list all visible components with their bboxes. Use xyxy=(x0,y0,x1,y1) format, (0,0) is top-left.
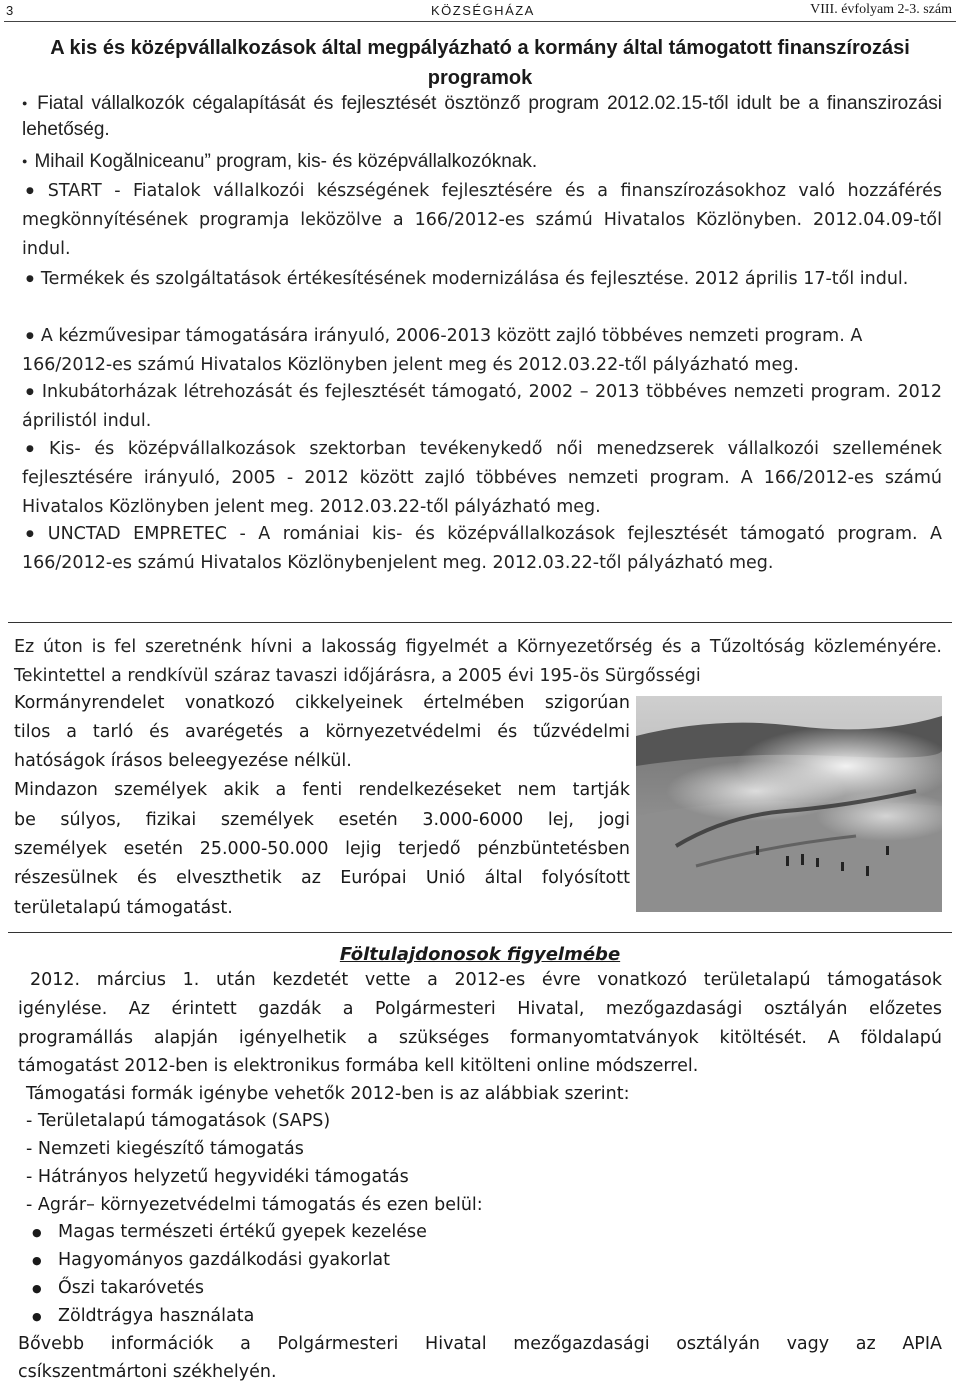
text-line: Bővebb információk a Polgármesteri Hivatal mezőgazdasági osztályán vagy az APIA xyxy=(18,1334,942,1354)
bullet-marker xyxy=(26,181,48,201)
text-line: részesülnek és elveszthetik az Európai Unió által folyósított xyxy=(14,868,630,888)
text-line: Kormányrendelet vonatkozó cikkelyeinek értelmében szigorúan xyxy=(14,693,630,713)
text-line: 2012. március 1. után kezdetét vette a 2012-es évre vonatkozó területalapú támogatások xyxy=(30,970,942,990)
text-line: be súlyos, fizikai személyek esetén 3.000-6000 lej, jogi xyxy=(14,810,630,830)
bullet-marker xyxy=(26,269,41,289)
bullet-marker xyxy=(22,151,34,172)
field-fire-photo xyxy=(636,696,942,912)
issue-label: VIII. évfolyam 2-3. szám xyxy=(810,2,952,17)
text-line: programállás alapján igényelhetik a szükséges formanyomtatványok kitöltését. A földalapú xyxy=(18,1028,942,1048)
forms-intro: Támogatási formák igénybe vehetők 2012-ben is az alábbiak szerint: xyxy=(26,1084,630,1104)
section-divider xyxy=(8,932,952,933)
bullet-marker xyxy=(26,524,48,544)
list-item: ● Hagyományos gazdálkodási gyakorlat xyxy=(58,1250,390,1270)
text-line: területalapú támogatást. xyxy=(14,898,233,918)
bullet-marker xyxy=(26,326,41,346)
header-divider xyxy=(4,21,956,22)
text-line: tilos a tarló és avarégetés a környezetvédelmi és tűzvédelmi xyxy=(14,722,630,742)
list-item: - Területalapú támogatások (SAPS) xyxy=(26,1111,331,1131)
bullet-item: ● Inkubátorházak létrehozását és fejlesztését támogató, 2002 – 2013 többéves nemzeti program. 2012 áprilistól indul. xyxy=(22,378,942,436)
bullet-item: ● UNCTAD EMPRETEC - A romániai kis- és középvállalkozások fejlesztését támogató program. A 166/2012-es számú Hivatalos Közlönybenjelent meg. 2012.03.22-től pályázható meg. xyxy=(22,520,942,578)
text-line: csíkszentmártoni székhelyén. xyxy=(18,1362,277,1382)
page-number: 3 xyxy=(6,3,14,18)
bullet-marker xyxy=(26,439,49,459)
list-item: ● Őszi takaróvetés xyxy=(58,1278,204,1298)
bullet-item: ● Termékek és szolgáltatások értékesítésének modernizálása és fejlesztése. 2012 április 17-től indul. xyxy=(22,265,942,294)
publication-name: KÖZSÉGHÁZA xyxy=(431,3,535,18)
section-title: Föltulajdonosok figyelmébe xyxy=(339,944,621,965)
bullet-item: ● Kis- és középvállalkozások szektorban tevékenykedő női menedzserek vállalkozói szellemének fejlesztésére irányuló, 2005 - 2012 között zajló többéves nemzeti program. A 166/2012-es számú Hivatalos Közlönyben jelent meg. 2012.03.22-től pályázható meg. xyxy=(22,435,942,522)
article-title: A kis és középvállalkozások által megpályázható a kormány által támogatott finanszírozási programok xyxy=(50,37,910,89)
bullet-marker xyxy=(22,93,37,114)
bullet-item: ● A kézművesipar támogatására irányuló, 2006-2013 között zajló többéves nemzeti program. A 166/2012-es számú Hivatalos Közlönyben jelent meg és 2012.03.22-től pályázható meg. xyxy=(22,322,942,380)
list-item: ● Zöldtrágya használata xyxy=(58,1306,254,1326)
text-line: Mindazon személyek akik a fenti rendelkezéseket nem tartják xyxy=(14,780,630,800)
section-divider xyxy=(8,622,952,623)
text-line: személyek esetén 25.000-50.000 lejig terjedő pénzbüntetésben xyxy=(14,839,630,859)
bullet-item: ● Mihail Kogălniceanu” program, kis- és középvállalkozóknak. xyxy=(22,148,942,175)
text-line: igénylése. Az érintett gazdák a Polgármesteri Hivatal, mezőgazdasági osztályán előzetes xyxy=(18,999,942,1019)
page-header xyxy=(0,0,960,22)
text-line: támogatást 2012-ben is elektronikus formába kell kitölteni online módszerrel. xyxy=(18,1056,699,1076)
list-item: - Nemzeti kiegészítő támogatás xyxy=(26,1139,304,1159)
list-item: ● Magas természeti értékű gyepek kezelése xyxy=(58,1222,427,1242)
list-item: - Agrár– környezetvédelmi támogatás és ezen belül: xyxy=(26,1195,483,1215)
bullet-marker xyxy=(26,382,42,402)
list-item: - Hátrányos helyzetű hegyvidéki támogatás xyxy=(26,1167,409,1187)
bullet-item: ● Fiatal vállalkozók cégalapítását és fejlesztését ösztönző program 2012.02.15-től idult be a finanszirozási lehetőség. xyxy=(22,90,942,143)
fire-notice-intro: Ez úton is fel szeretnénk hívni a lakosság figyelmét a Környezetőrség és a Tűzoltóság közleményére. Tekintettel a rendkívül száraz tavaszi időjárásra, a 2005 évi 195-ös Sürgősségi xyxy=(14,637,942,686)
text-line: hatóságok írásos beleegyezése nélkül. xyxy=(14,751,352,771)
field-fire-illustration xyxy=(636,696,942,912)
bullet-item: ● START - Fiatalok vállalkozói készségének fejlesztésére és a finanszírozásokhoz való hozzáférés megkönnyítésének programja leközölve a 166/2012-es számú Hivatalos Közlönyben. 2012.04.09-től indul. xyxy=(22,177,942,264)
